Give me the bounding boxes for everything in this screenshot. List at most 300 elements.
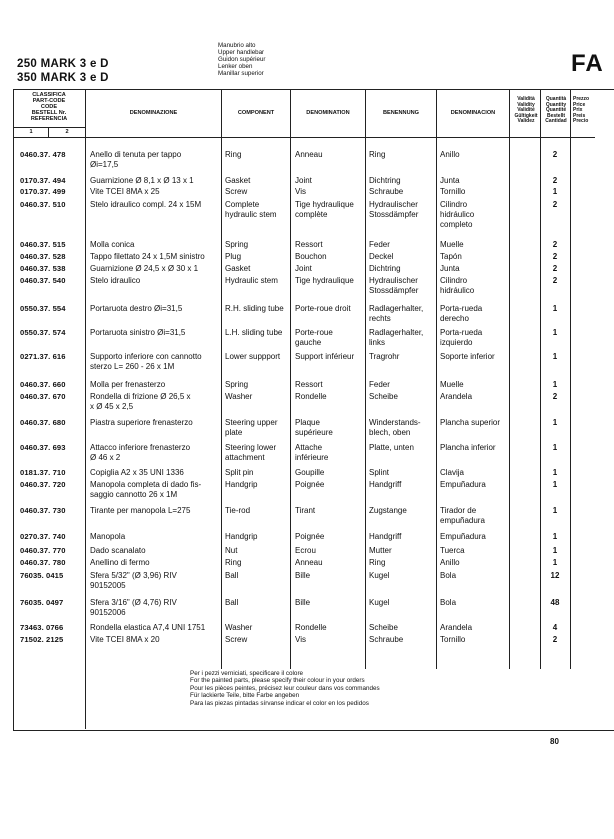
desc-it [90, 532, 222, 542]
desc-fr [295, 558, 365, 568]
desc-de [369, 546, 436, 556]
desc-de [369, 571, 436, 581]
col-header-denominacion: DENOMINACION [450, 110, 496, 116]
desc-fr-line: Joint [295, 264, 312, 273]
quantity [544, 443, 566, 453]
desc-it-line: 90152005 [90, 581, 126, 590]
desc-de [369, 392, 436, 402]
quantity [544, 200, 566, 210]
desc-es-line: Empuñadura [440, 532, 486, 541]
desc-it-line: Dado scanalato [90, 546, 146, 555]
desc-en [225, 176, 291, 186]
desc-fr-line: Bille [295, 598, 311, 607]
col-header-validity: Validità Validity Validité Gültigkeit Validez [514, 96, 538, 125]
model-line-1: 250 MARK 3 e D [17, 58, 109, 70]
quantity [544, 598, 566, 608]
desc-de [369, 150, 436, 160]
desc-es [440, 598, 510, 608]
part-code [20, 623, 84, 633]
desc-fr [295, 150, 365, 160]
part-code [20, 200, 84, 210]
desc-en-line: Steering upper [225, 418, 278, 427]
desc-fr-line: Poignée [295, 532, 325, 541]
desc-de [369, 598, 436, 608]
desc-de [369, 558, 436, 568]
desc-de [369, 187, 436, 197]
desc-de [369, 418, 436, 438]
part-code [20, 546, 84, 556]
desc-es [440, 546, 510, 556]
desc-fr [295, 571, 365, 581]
desc-it-line: Piastra superiore frenasterzo [90, 418, 193, 427]
desc-de [369, 635, 436, 645]
desc-en-line: Lower suppport [225, 352, 281, 361]
col-header-denominazione: DENOMINAZIONE [129, 110, 178, 116]
quantity [544, 480, 566, 490]
desc-it [90, 240, 222, 250]
col-header-quantity: Quantità Quantity Quantité Bestellt Cantidad [545, 96, 567, 125]
part-code-line: 0170.37. 494 [20, 176, 66, 185]
desc-fr-line: Ecrou [295, 546, 316, 555]
quantity-line: 1 [552, 418, 558, 427]
desc-fr-line: Tige hydraulique [295, 276, 354, 285]
desc-es-line: Arandela [440, 392, 473, 401]
part-code [20, 418, 84, 428]
desc-fr-line: Rondelle [295, 392, 327, 401]
desc-fr [295, 252, 365, 262]
desc-it-line: Tappo filettato 24 x 1,5M sinistro [90, 252, 205, 261]
quantity [544, 571, 566, 581]
desc-it [90, 558, 222, 568]
desc-fr [295, 276, 365, 286]
desc-de [369, 380, 436, 390]
desc-fr-line: Goupille [295, 468, 325, 477]
desc-de-line: Dichtring [369, 176, 401, 185]
painted-parts-note: Per i pezzi verniciati, specificare il colore For the painted parts, please specify their colour in your orders Pour les pièces peintes, précisez leur couleur dans vos commandes Für lackierte Teile, bitte Farbe angeben Para las piezas pintadas sírvanse indicar el color en los pedidos [190, 670, 380, 707]
part-code [20, 380, 84, 390]
desc-it [90, 380, 222, 390]
desc-fr-line: Porte-roue [295, 328, 333, 337]
desc-es-line: Tornillo [440, 635, 466, 644]
desc-fr-line: Bille [295, 571, 311, 580]
desc-en [225, 532, 291, 542]
desc-it [90, 304, 222, 314]
model-title [17, 57, 109, 85]
desc-es [440, 352, 510, 362]
desc-es-line: Muelle [440, 380, 464, 389]
desc-de [369, 352, 436, 362]
desc-de-line: Kugel [369, 571, 390, 580]
quantity-line: 1 [552, 328, 558, 337]
part-code-line: 0270.37. 740 [20, 532, 66, 541]
desc-de-line: Deckel [369, 252, 394, 261]
col-header-benennung: BENENNUNG [382, 110, 420, 116]
desc-fr [295, 418, 365, 438]
desc-es-line: Bola [440, 598, 457, 607]
desc-en [225, 546, 291, 556]
desc-es [440, 380, 510, 390]
desc-es [440, 328, 510, 348]
desc-en [225, 304, 291, 314]
quantity [544, 468, 566, 478]
desc-de-line: Handgriff [369, 480, 402, 489]
desc-fr-line: Vis [295, 187, 306, 196]
quantity-line: 1 [552, 352, 558, 361]
part-code-line: 76035. 0497 [20, 598, 64, 607]
quantity-line: 1 [552, 506, 558, 515]
desc-de [369, 506, 436, 516]
desc-en-line: Spring [225, 380, 249, 389]
desc-en-line: Tie-rod [225, 506, 251, 515]
col-header-part-code: CLASSIFICA PART-CODE CODE BESTELL Nr. REFERENCIA [30, 92, 68, 122]
desc-de [369, 480, 436, 490]
desc-it [90, 468, 222, 478]
desc-es [440, 187, 510, 197]
desc-es [440, 532, 510, 542]
desc-es-line: izquierdo [440, 338, 473, 347]
desc-es [440, 264, 510, 274]
part-code-line: 0460.37. 528 [20, 252, 66, 261]
part-code-line: 0460.37. 510 [20, 200, 66, 209]
group-line: Lenker oben [218, 63, 253, 70]
desc-de-line: Splint [369, 468, 390, 477]
desc-fr-line: Poignée [295, 480, 325, 489]
quantity-line: 1 [552, 558, 558, 567]
quantity-line: 2 [552, 264, 558, 273]
quantity [544, 264, 566, 274]
desc-en [225, 187, 291, 197]
desc-en-line: Gasket [225, 264, 251, 273]
desc-fr [295, 635, 365, 645]
desc-en [225, 264, 291, 274]
quantity [544, 418, 566, 428]
desc-en-line: Ring [225, 150, 242, 159]
part-code [20, 304, 84, 314]
desc-it-line: Øi=17,5 [90, 160, 119, 169]
desc-it [90, 443, 222, 463]
desc-it [90, 571, 222, 591]
desc-es [440, 443, 510, 453]
desc-fr-line: Tirant [295, 506, 316, 515]
desc-es-line: Cilindro [440, 200, 468, 209]
desc-fr-line: Porte-roue droit [295, 304, 351, 313]
desc-fr-line: supérieure [295, 428, 333, 437]
desc-es-line: Tornillo [440, 187, 466, 196]
desc-en-line: Handgrip [225, 532, 258, 541]
desc-fr [295, 546, 365, 556]
quantity [544, 328, 566, 338]
desc-fr-line: Vis [295, 635, 306, 644]
part-code [20, 252, 84, 262]
desc-it-line: Guarnizione Ø 24,5 x Ø 30 x 1 [90, 264, 199, 273]
desc-en [225, 328, 291, 338]
desc-en [225, 380, 291, 390]
desc-de [369, 252, 436, 262]
desc-de [369, 276, 436, 296]
col-sub-1: 1 [29, 129, 33, 135]
desc-de [369, 443, 436, 453]
part-code-line: 73463. 0766 [20, 623, 64, 632]
desc-en-line: Nut [225, 546, 238, 555]
desc-de [369, 176, 436, 186]
desc-en-line: Spring [225, 240, 249, 249]
part-code [20, 443, 84, 453]
desc-fr [295, 328, 365, 348]
desc-en [225, 571, 291, 581]
desc-en [225, 443, 291, 463]
desc-de-line: Dichtring [369, 264, 401, 273]
desc-de-line: blech, oben [369, 428, 411, 437]
desc-it-line: Anello di tenuta per tappo [90, 150, 182, 159]
desc-fr [295, 506, 365, 516]
desc-en-line: Plug [225, 252, 242, 261]
desc-en-line: attachment [225, 453, 265, 462]
desc-it [90, 252, 222, 262]
col-divider [85, 89, 86, 729]
desc-it [90, 598, 222, 618]
quantity [544, 352, 566, 362]
desc-de [369, 532, 436, 542]
desc-en-line: Washer [225, 392, 253, 401]
desc-de-line: Radlagerhalter, [369, 304, 424, 313]
desc-fr-line: Tige hydraulique [295, 200, 354, 209]
part-code-line: 0550.37. 574 [20, 328, 66, 337]
desc-de-line: Handgriff [369, 532, 402, 541]
col-divider [540, 89, 541, 669]
desc-en-line: Ball [225, 598, 239, 607]
desc-en-line: L.H. sliding tube [225, 328, 283, 337]
quantity-line: 1 [552, 546, 558, 555]
desc-it-line: Stelo idraulico [90, 276, 141, 285]
desc-it-line: Guarnizione Ø 8,1 x Ø 13 x 1 [90, 176, 194, 185]
desc-fr [295, 200, 365, 220]
desc-it [90, 418, 222, 428]
desc-it [90, 150, 222, 170]
group-line: Upper handlebar [218, 49, 265, 56]
desc-es-line: derecho [440, 314, 469, 323]
desc-es-line: Tirador de [440, 506, 477, 515]
desc-de-line: Feder [369, 240, 390, 249]
desc-fr-line: Plaque [295, 418, 320, 427]
desc-it-line: Supporto inferiore con cannotto [90, 352, 202, 361]
quantity-line: 2 [552, 200, 558, 209]
part-code [20, 480, 84, 490]
desc-de-line: links [369, 338, 386, 347]
desc-it [90, 176, 222, 186]
group-line: Manubrio alto [218, 42, 256, 49]
desc-en-line: Steering lower [225, 443, 277, 452]
desc-en-line: Washer [225, 623, 253, 632]
quantity-line: 1 [552, 443, 558, 452]
desc-es-line: Tuerca [440, 546, 465, 555]
quantity [544, 532, 566, 542]
part-code-line: 0460.37. 693 [20, 443, 66, 452]
desc-en [225, 598, 291, 608]
quantity-line: 1 [552, 187, 558, 196]
part-code-line: 0460.37. 515 [20, 240, 66, 249]
desc-de-line: Winderstands- [369, 418, 421, 427]
desc-en-line: Ball [225, 571, 239, 580]
desc-it-line: Portaruota destro Øi=31,5 [90, 304, 183, 313]
desc-de-line: Hydraulischer [369, 200, 418, 209]
desc-fr [295, 240, 365, 250]
part-code-line: 0170.37. 499 [20, 187, 66, 196]
quantity-line: 2 [552, 276, 558, 285]
quantity [544, 635, 566, 645]
desc-fr [295, 187, 365, 197]
desc-de [369, 200, 436, 220]
desc-es-line: empuñadura [440, 516, 485, 525]
desc-en [225, 468, 291, 478]
desc-en-line: Ring [225, 558, 242, 567]
part-code-line: 0460.37. 660 [20, 380, 66, 389]
desc-es-line: Empuñadura [440, 480, 486, 489]
desc-en-line: hydraulic stem [225, 210, 277, 219]
desc-en-line: Hydraulic stem [225, 276, 278, 285]
desc-it-line: Stelo idraulico compl. 24 x 15M [90, 200, 202, 209]
quantity [544, 240, 566, 250]
desc-en-line: Gasket [225, 176, 251, 185]
desc-es-line: Anillo [440, 558, 460, 567]
desc-es-line: Muelle [440, 240, 464, 249]
quantity-line: 12 [550, 571, 560, 580]
quantity [544, 252, 566, 262]
desc-en [225, 506, 291, 516]
desc-fr [295, 380, 365, 390]
desc-es-line: Plancha inferior [440, 443, 496, 452]
desc-en [225, 252, 291, 262]
group-title [218, 42, 265, 77]
part-code [20, 176, 84, 186]
desc-fr-line: Anneau [295, 558, 323, 567]
desc-it [90, 187, 222, 197]
desc-es [440, 468, 510, 478]
desc-en-line: Screw [225, 635, 248, 644]
desc-it-line: Anellino di fermo [90, 558, 150, 567]
desc-fr [295, 532, 365, 542]
desc-it [90, 392, 222, 412]
desc-fr [295, 468, 365, 478]
group-line: Guidon supérieur [218, 56, 266, 63]
desc-de-line: Schraube [369, 635, 404, 644]
desc-de [369, 264, 436, 274]
desc-en [225, 150, 291, 160]
desc-it-line: Tirante per manopola L=275 [90, 506, 191, 515]
desc-es-line: Arandela [440, 623, 473, 632]
quantity [544, 304, 566, 314]
part-code [20, 150, 84, 160]
page-number: 80 [550, 737, 559, 746]
desc-fr [295, 304, 365, 314]
desc-de [369, 328, 436, 348]
desc-es-line: Cilindro [440, 276, 468, 285]
desc-de-line: Stossdämpfer [369, 210, 419, 219]
quantity-line: 2 [552, 392, 558, 401]
desc-en [225, 480, 291, 490]
desc-en-line: Complete [225, 200, 260, 209]
part-code [20, 635, 84, 645]
desc-fr-line: Anneau [295, 150, 323, 159]
quantity [544, 380, 566, 390]
desc-es [440, 276, 510, 296]
desc-en-line: Split pin [225, 468, 254, 477]
desc-en-line: Screw [225, 187, 248, 196]
desc-de-line: Ring [369, 558, 386, 567]
desc-fr-line: Attache [295, 443, 323, 452]
desc-it [90, 264, 222, 274]
desc-en [225, 352, 291, 362]
desc-es-line: Bola [440, 571, 457, 580]
part-code [20, 392, 84, 402]
part-code-line: 0460.37. 670 [20, 392, 66, 401]
desc-en [225, 623, 291, 633]
quantity [544, 546, 566, 556]
quantity-line: 2 [552, 150, 558, 159]
col-divider [365, 89, 366, 669]
desc-it-line: saggio cannotto 26 x 1M [90, 490, 178, 499]
part-code-line: 0181.37. 710 [20, 468, 66, 477]
desc-it-line: Portaruota sinistro Øi=31,5 [90, 328, 186, 337]
part-code-line: 0460.37. 780 [20, 558, 66, 567]
desc-fr-line: Rondelle [295, 623, 327, 632]
desc-fr-line: Ressort [295, 380, 323, 389]
desc-de-line: Mutter [369, 546, 392, 555]
desc-fr-line: Joint [295, 176, 312, 185]
desc-es [440, 418, 510, 428]
desc-de-line: Ring [369, 150, 386, 159]
part-code [20, 352, 84, 362]
desc-en [225, 418, 291, 438]
desc-it [90, 623, 222, 633]
desc-es [440, 304, 510, 324]
desc-es-line: Anillo [440, 150, 460, 159]
part-code-line: 0271.37. 616 [20, 352, 66, 361]
desc-it-line: Attacco inferiore frenasterzo [90, 443, 191, 452]
group-line: Manillar superior [218, 70, 264, 77]
part-code [20, 328, 84, 338]
desc-fr [295, 176, 365, 186]
desc-de [369, 240, 436, 250]
desc-de-line: Kugel [369, 598, 390, 607]
header-divider [13, 137, 595, 138]
desc-es-line: Porta-rueda [440, 304, 483, 313]
part-code-line: 0460.37. 478 [20, 150, 66, 159]
part-code [20, 240, 84, 250]
desc-de-line: Scheibe [369, 623, 398, 632]
quantity-line: 2 [552, 176, 558, 185]
desc-it [90, 480, 222, 500]
quantity-line: 2 [552, 635, 558, 644]
quantity-line: 1 [552, 380, 558, 389]
part-code [20, 571, 84, 581]
desc-it [90, 546, 222, 556]
desc-es-line: Clavija [440, 468, 465, 477]
desc-it-line: x Ø 45 x 2,5 [90, 402, 134, 411]
desc-es [440, 558, 510, 568]
desc-es [440, 392, 510, 402]
part-code-line: 71502. 2125 [20, 635, 64, 644]
desc-fr-line: Support inférieur [295, 352, 355, 361]
desc-de-line: Radlagerhalter, [369, 328, 424, 337]
desc-it [90, 276, 222, 286]
part-code-line: 0460.37. 540 [20, 276, 66, 285]
quantity [544, 276, 566, 286]
desc-it-line: Manopola [90, 532, 126, 541]
desc-de-line: Tragrohr [369, 352, 400, 361]
quantity-line: 4 [552, 623, 558, 632]
quantity-line: 1 [552, 468, 558, 477]
desc-es [440, 200, 510, 230]
